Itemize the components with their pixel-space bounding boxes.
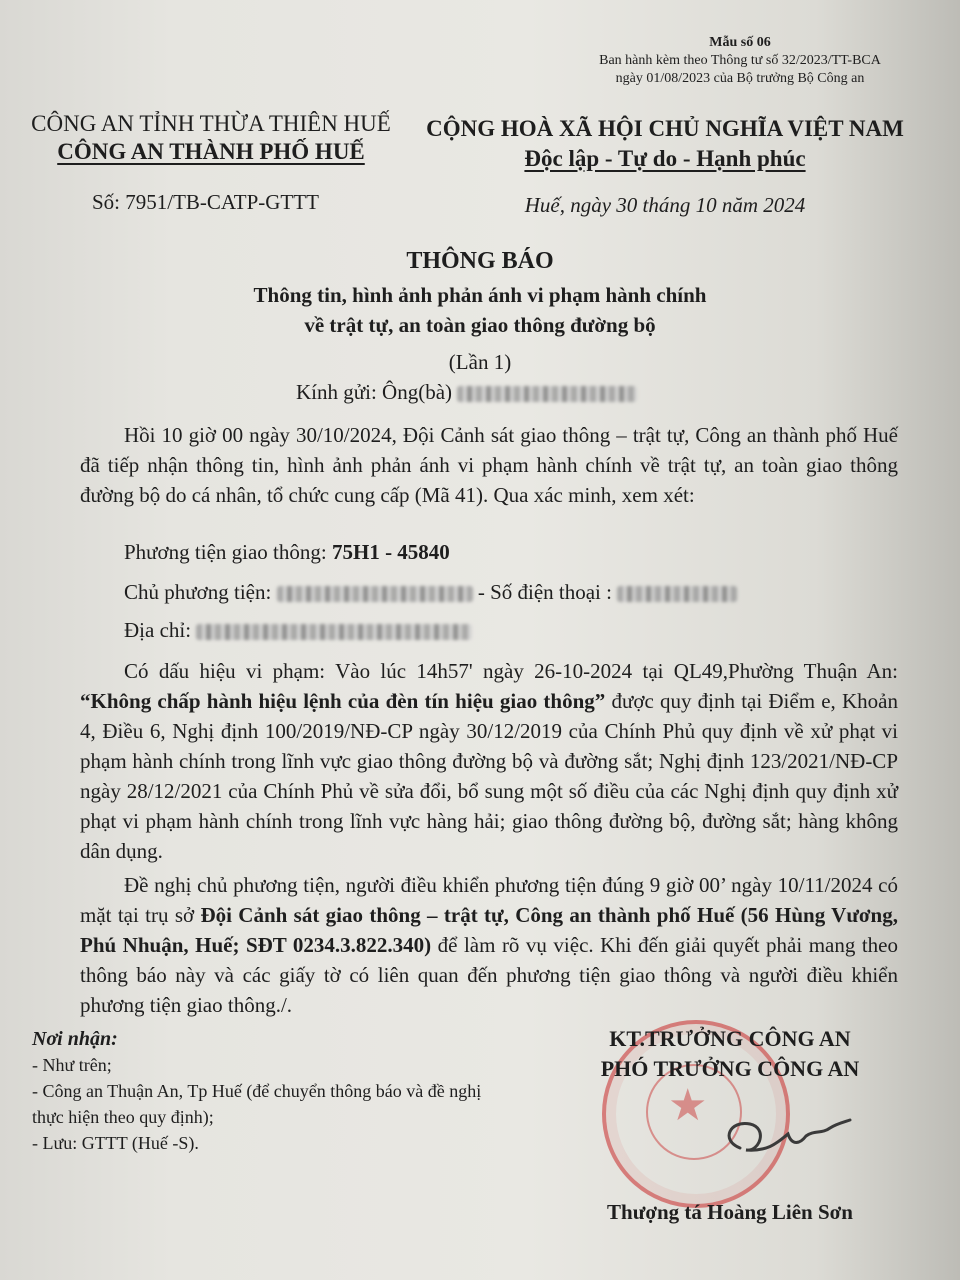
redacted-phone	[617, 586, 737, 602]
recipient-item: - Công an Thuận An, Tp Huế (để chuyển thông báo và đề nghị thực hiện theo quy định);	[32, 1081, 482, 1127]
state-header	[420, 114, 910, 220]
form-line-2: ngày 01/08/2023 của Bộ trưởng Bộ Công an	[615, 71, 865, 86]
owner-line	[124, 580, 737, 605]
recipient-line	[296, 380, 637, 405]
violation-intro: Có dấu hiệu vi phạm: Vào lúc 14h57' ngày 26-10-2024 tại QL49,Phường Thuận An:	[124, 659, 898, 683]
notice-subtitle-2: về trật tự, an toàn giao thông đường bộ	[304, 313, 656, 337]
form-reference	[540, 34, 940, 88]
recipients-title: Nơi nhận:	[32, 1028, 118, 1050]
request-intro: Đề nghị chủ phương tiện, người điều khiển phương tiện đúng 9 giờ 00’ ngày 10/11/2024 có mặt tại trụ sở	[80, 873, 898, 927]
violation-paragraph	[80, 656, 898, 866]
signer-name: Thượng tá Hoàng Liên Sơn	[607, 1200, 853, 1224]
state-line-1: CỘNG HOÀ XÃ HỘI CHỦ NGHĨA VIỆT NAM	[426, 116, 904, 141]
seal-star-icon: ★	[668, 1081, 708, 1130]
issuer-header	[16, 110, 406, 216]
handwritten-signature	[710, 1100, 860, 1170]
recipient-item: - Như trên;	[32, 1055, 112, 1075]
address-line	[124, 618, 472, 643]
state-motto: Độc lập - Tự do - Hạnh phúc	[524, 146, 806, 171]
notice-title: THÔNG BÁO	[406, 248, 554, 274]
form-number: Mẫu số 06	[709, 35, 771, 50]
signature-title	[560, 1024, 900, 1084]
recipient-item: - Lưu: GTTT (Huế -S).	[32, 1133, 199, 1153]
form-line-1: Ban hành kèm theo Thông tư số 32/2023/TT-BCA	[599, 53, 881, 68]
request-location: Đội Cảnh sát giao thông – trật tự, Công an thành phố Huế (56 Hùng Vương, Phú Nhuận, Huế; SĐT 0234.3.822.340)	[80, 903, 898, 957]
violation-legal-basis: được quy định tại Điểm e, Khoản 4, Điều 6, Nghị định 100/2019/NĐ-CP ngày 30/12/2019 của Chính Phủ quy định về xử phạt vi phạm hành chính trong lĩnh vực giao thông đường bộ và đường sắt; Nghị định 123/2021/NĐ-CP ngày 28/12/2021 của Chính Phủ về sửa đổi, bổ sung một số điều của các Nghị định quy định xử phạt vi phạm hành chính trong lĩnh vực hàng hải; giao thông đường bộ, đường sắt; hàng không dân dụng.	[80, 689, 898, 863]
redacted-owner-name	[277, 586, 473, 602]
phone-label: - Số điện thoại :	[472, 580, 618, 604]
recipients-block	[32, 1026, 532, 1156]
address-label: Địa chỉ:	[124, 618, 197, 642]
request-paragraph	[80, 870, 898, 1020]
violation-description: “Không chấp hành hiệu lệnh của đèn tín hiệu giao thông”	[80, 689, 606, 713]
redacted-address	[196, 624, 472, 640]
intro-paragraph: Hồi 10 giờ 00 ngày 30/10/2024, Đội Cảnh sát giao thông – trật tự, Công an thành phố Huế đã tiếp nhận thông tin, hình ảnh phản ánh vi phạm hành chính về trật tự, an toàn giao thông đường bộ do cá nhân, tổ chức cung cấp (Mã 41). Qua xác minh, xem xét:	[80, 423, 898, 507]
recipient-label: Kính gửi: Ông(bà)	[296, 380, 453, 404]
signature-line-2: PHÓ TRƯỞNG CÔNG AN	[600, 1056, 860, 1081]
signature-line-1: KT.TRƯỞNG CÔNG AN	[609, 1026, 851, 1051]
redacted-recipient	[457, 386, 637, 402]
notice-times: (Lần 1)	[448, 350, 512, 374]
owner-label: Chủ phương tiện:	[124, 580, 277, 604]
request-instructions: để làm rõ vụ việc. Khi đến giải quyết phải mang theo thông báo này và các giấy tờ có liên quan đến phương tiện giao thông và người điều khiển phương tiện giao thông./.	[80, 933, 899, 1017]
issuer-line-2: CÔNG AN THÀNH PHỐ HUẾ	[57, 139, 365, 164]
document-number: Số: 7951/TB-CATP-GTTT	[92, 190, 319, 214]
vehicle-line	[124, 540, 450, 565]
vehicle-label: Phương tiện giao thông:	[124, 540, 332, 564]
vehicle-plate: 75H1 - 45840	[331, 540, 450, 564]
issuer-line-1: CÔNG AN TỈNH THỪA THIÊN HUẾ	[31, 111, 391, 136]
notice-subtitle-1: Thông tin, hình ảnh phản ánh vi phạm hành chính	[253, 283, 707, 307]
document-date: Huế, ngày 30 tháng 10 năm 2024	[524, 193, 806, 217]
